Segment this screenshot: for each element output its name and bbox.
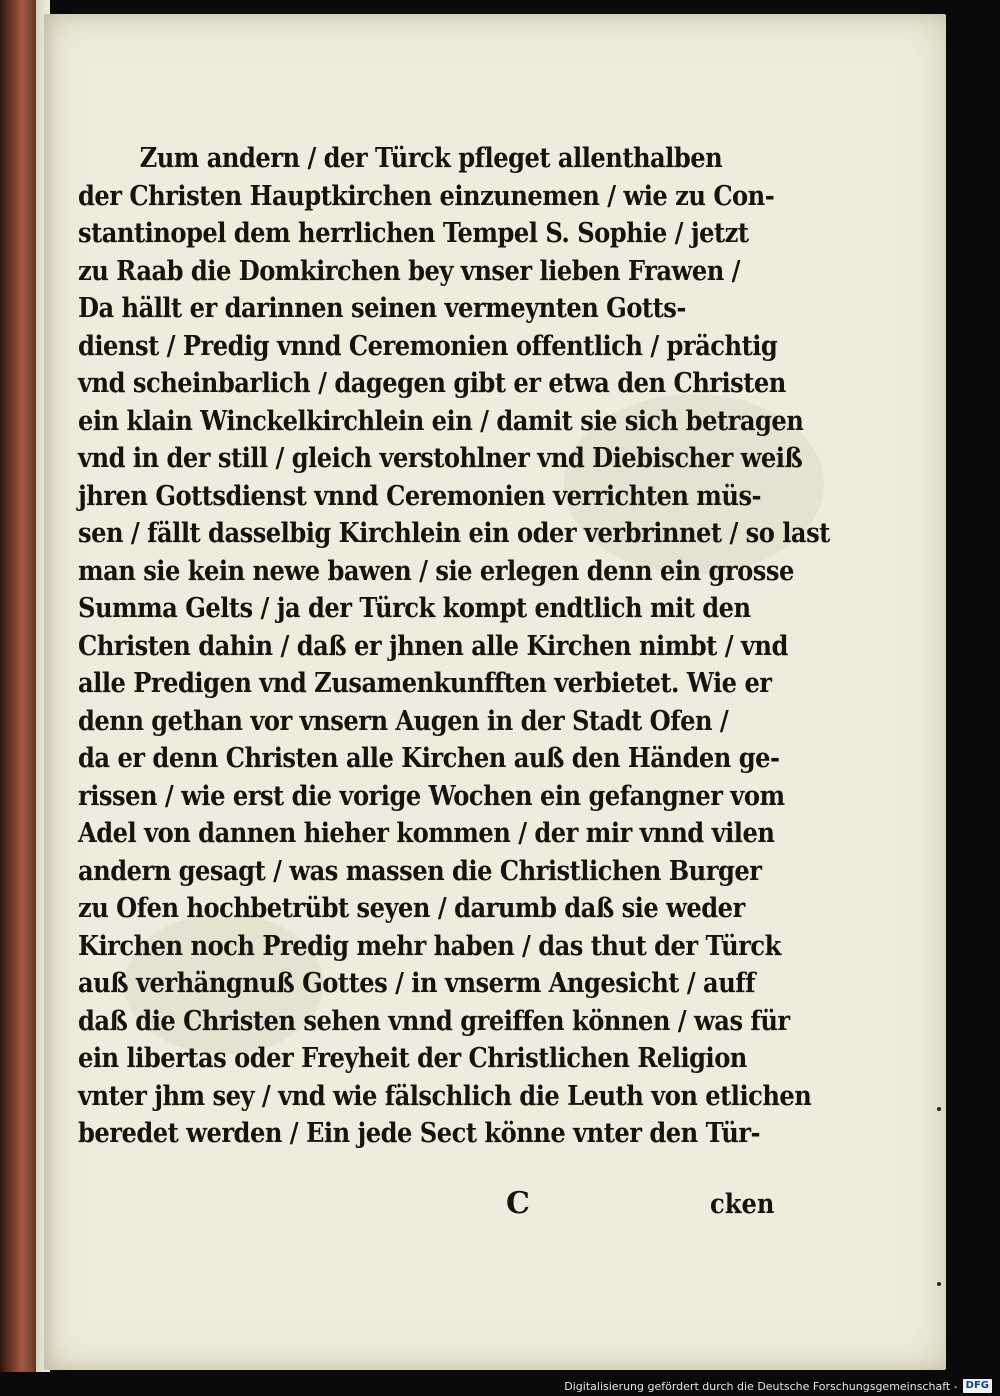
text-line: auß verhängnuß Gottes / in vnserm Angesicht / auff — [78, 967, 756, 999]
text-line: denn gethan vor vnsern Augen in der Stadt Ofen / — [78, 704, 729, 737]
text-line: Christen dahin / daß er jhnen alle Kirchen nimbt / vnd — [78, 629, 788, 662]
page-bottom-marks — [44, 1182, 946, 1226]
signature-mark: C — [506, 1186, 530, 1221]
text-line: da er denn Christen alle Kirchen auß den Händen ge- — [78, 742, 780, 774]
text-line: dienst / Predig vnnd Ceremonien offentlich / prächtig — [78, 329, 778, 362]
text-line: daß die Christen sehen vnnd greiffen können / was für — [78, 1004, 790, 1037]
text-line: ein klain Winckelkirchlein ein / damit sie sich betragen — [78, 404, 804, 437]
text-line: man sie kein newe bawen / sie erlegen denn ein grosse — [78, 554, 794, 587]
text-line: Da hällt er darinnen seinen vermeynten Gotts- — [78, 292, 686, 324]
catchword: cken — [710, 1188, 775, 1220]
credit-text: Digitalisierung gefördert durch die Deutsche Forschungsgemeinschaft - — [564, 1379, 958, 1393]
scanned-page — [44, 14, 946, 1370]
text-line: zu Ofen hochbetrübt seyen / darumb daß sie weder — [78, 892, 745, 924]
text-line: rissen / wie erst die vorige Wochen ein gefangner vom — [78, 779, 785, 812]
text-line: Kirchen noch Predig mehr haben / das thut der Türck — [78, 929, 781, 962]
digitization-credit — [564, 1378, 992, 1394]
text-line: vnd scheinbarlich / dagegen gibt er etwa den Christen — [78, 367, 786, 399]
text-line: beredet werden / Ein jede Sect könne vnter den Tür- — [78, 1117, 760, 1149]
text-line: jhren Gottsdienst vnnd Ceremonien verrichten müs- — [78, 479, 762, 512]
text-line: vnter jhm sey / vnd wie fälschlich die Leuth von etlichen — [78, 1079, 812, 1112]
ink-speck — [937, 1282, 941, 1286]
text-line: zu Raab die Domkirchen bey vnser lieben Frawen / — [78, 254, 740, 287]
text-line: Zum andern / der Türck pfleget allenthalben — [139, 142, 723, 174]
text-line: Summa Gelts / ja der Türck kompt endtlich mit den — [78, 592, 751, 624]
text-line: andern gesagt / was massen die Christlichen Burger — [78, 854, 762, 887]
text-line: ein libertas oder Freyheit der Christlichen Religion — [78, 1042, 747, 1074]
body-text — [78, 140, 830, 1153]
text-line: alle Predigen vnd Zusamenkunfften verbietet. Wie er — [78, 667, 772, 699]
text-line: der Christen Hauptkirchen einzunemen / wie zu Con- — [78, 179, 775, 212]
book-spine — [0, 0, 40, 1372]
dfg-logo-icon: DFG — [963, 1379, 992, 1393]
text-line: sen / fällt dasselbig Kirchlein ein oder verbrinnet / so last — [78, 517, 830, 549]
ink-speck — [937, 1107, 941, 1111]
text-line: Adel von dannen hieher kommen / der mir vnnd vilen — [78, 817, 775, 849]
text-line: stantinopel dem herrlichen Tempel S. Sophie / jetzt — [78, 217, 749, 249]
text-line: vnd in der still / gleich verstohlner vnd Diebischer weiß — [78, 442, 803, 474]
